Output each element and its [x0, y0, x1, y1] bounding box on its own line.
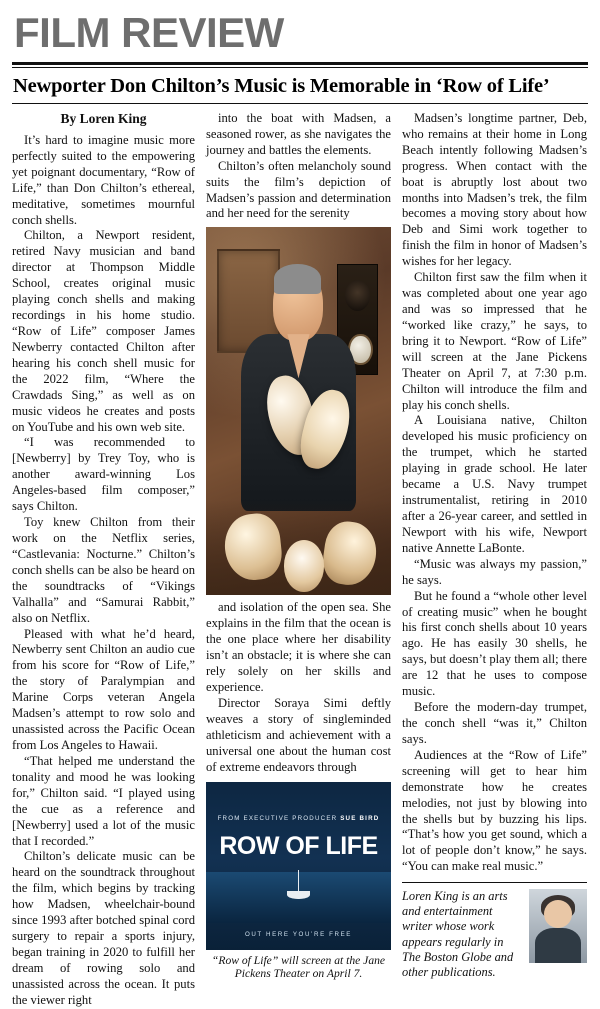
photo-subject-hair — [274, 264, 320, 293]
author-bio-text: Loren King is an arts and entertainment writer whose work appears regularly in The Boston Globe and other publications. — [402, 889, 514, 979]
paragraph: But he found a “whole other level of creating music” when he bought his first conch shells about 10 years ago. He has easily 30 shells, he says, but doesn’t play them all; there are 12 that he uses to compose music. — [402, 588, 587, 699]
poster-credits — [206, 815, 391, 822]
column-one — [12, 110, 195, 1007]
paragraph: Pleased with what he’d heard, Newberry sent Chilton an audio cue from his score for “Row of Life,” the story of Paralympian and Marine Corps veteran Angela Madsen’s attempt to row solo and unassisted across the Pacific Ocean from Los Angeles to Hawaii. — [12, 626, 195, 752]
paragraph: “That helped me understand the tonality and mood he was looking for,” Chilton said. “I played using the cue as a reference and [Newberry] used a lot of the music that I recorded.” — [12, 753, 195, 848]
paragraph: Chilton’s delicate music can be heard on the soundtrack throughout the film, which begins by tracking how Madsen, wheelchair-bound since 1993 after botched spinal cord surgery to repair a sports injury, began training in 2020 to fulfill her dream of rowing solo and unassisted across the ocean. It puts the viewer right — [12, 849, 195, 1007]
column-two — [206, 111, 391, 995]
paragraph: and isolation of the open sea. She explains in the film that the ocean is the one place where her disability isn’t an obstacle; it is where she can rely solely on her skills and experience. — [206, 600, 391, 695]
paragraph: Madsen’s longtime partner, Deb, who remains at their home in Long Beach intently following Madsen’s progress. When contact with the boat is abruptly lost about two months into Madsen’s trek, the film becomes a moving story about how Deb and Simi work together to finish the film in honor of Madsen’s wishes for her legacy. — [402, 110, 587, 269]
paragraph: Director Soraya Simi deftly weaves a story of singleminded athleticism and achievement with a universal one about the human cost of extreme endeavors through — [206, 695, 391, 774]
poster-title: ROW OF LIFE — [219, 831, 378, 860]
poster-tagline: OUT HERE YOU’RE FREE — [244, 930, 353, 938]
poster-credits-prefix: FROM EXECUTIVE PRODUCER — [217, 815, 338, 823]
film-poster — [206, 782, 391, 950]
author-portrait — [529, 889, 587, 963]
photo-caption: “Row of Life” will screen at the Jane Pickens Theater on April 7. — [211, 953, 386, 981]
portrait-head — [544, 900, 572, 928]
poster-credits-name: SUE BIRD — [340, 815, 380, 823]
paragraph: It’s hard to imagine music more perfectly suited to the empowering yet poignant documentary, “Row of Life,” than Don Chilton’s ethereal, meditative, sometimes mournful conch shells. — [12, 132, 195, 227]
paragraph: Toy knew Chilton from their work on the Netflix series, “Castlevania: Nocturne.” Chilton’s conch shells can be also be heard on the soundtracks of “Vikings Valhalla” and “Samurai Rabbit,” also on Netflix. — [12, 515, 195, 625]
masthead-rule-thick — [12, 62, 588, 65]
masthead-title: FILM REVIEW — [14, 9, 284, 56]
conch-shell-icon — [284, 540, 325, 592]
article-headline: Newporter Don Chilton’s Music is Memorable in ‘Row of Life’ — [13, 75, 550, 97]
column-three — [402, 111, 587, 995]
portrait-body — [535, 928, 581, 964]
article-photo — [206, 227, 391, 595]
article-columns — [12, 110, 588, 1007]
author-bio-box — [402, 882, 587, 980]
paragraph: “I was recommended to [Newberry] by Trey Toy, who is another award-winning Los Angeles-based film composer,” says Chilton. — [12, 435, 195, 514]
paragraph: Chilton, a Newport resident, retired Navy musician and band director at Thompson Middle School, creates original music playing conch shells and making recordings in his home studio. “Row of Life” composer James Newberry contacted Chilton after hearing his conch shell music for the 2022 film, “Where the Crawdads Sing,” as well as on music videos he creates and posts on YouTube and his own web site. — [12, 228, 195, 434]
paragraph: Chilton first saw the film when it was completed about one year ago and was so impressed that he “worked like crazy,” he says, to bring it to Newport. “Row of Life” will screen at the Jane Pickens Theater on April 7, at 7:30 p.m. Chilton will introduce the film and play his conch shells. — [402, 270, 587, 412]
paragraph: “Music was always my passion,” he says. — [402, 556, 587, 587]
headline-rule — [12, 103, 588, 104]
paragraph: into the boat with Madsen, a seasoned rower, as she navigates the journey and battles the elements. — [206, 110, 391, 157]
masthead-rule-thin — [12, 67, 588, 68]
paragraph: A Louisiana native, Chilton developed his music proficiency on the trumpet, which he started playing in grade school. He later became a U.S. Navy trumpet instrumentalist, retiring in 2010 after a 26-year career, and settled in Newport with his wife, Newport native Annette LaBonte. — [402, 413, 587, 555]
paragraph: Chilton’s often melancholy sound suits the film’s depiction of Madsen’s passion and determination and her need for the serenity — [206, 158, 391, 221]
paragraph: Before the modern-day trumpet, the conch shell “was it,” Chilton says. — [402, 700, 587, 746]
paragraph: Audiences at the “Row of Life” screening will get to hear him demonstrate how he creates melodies, not just by blowing into the shells but by buzzing his lips. “That’s how you get sound, which a lot of people don’t know,” he says. “You can make real music.” — [402, 747, 587, 874]
poster-rowboat-icon — [287, 891, 309, 899]
byline: By Loren King — [60, 110, 147, 126]
